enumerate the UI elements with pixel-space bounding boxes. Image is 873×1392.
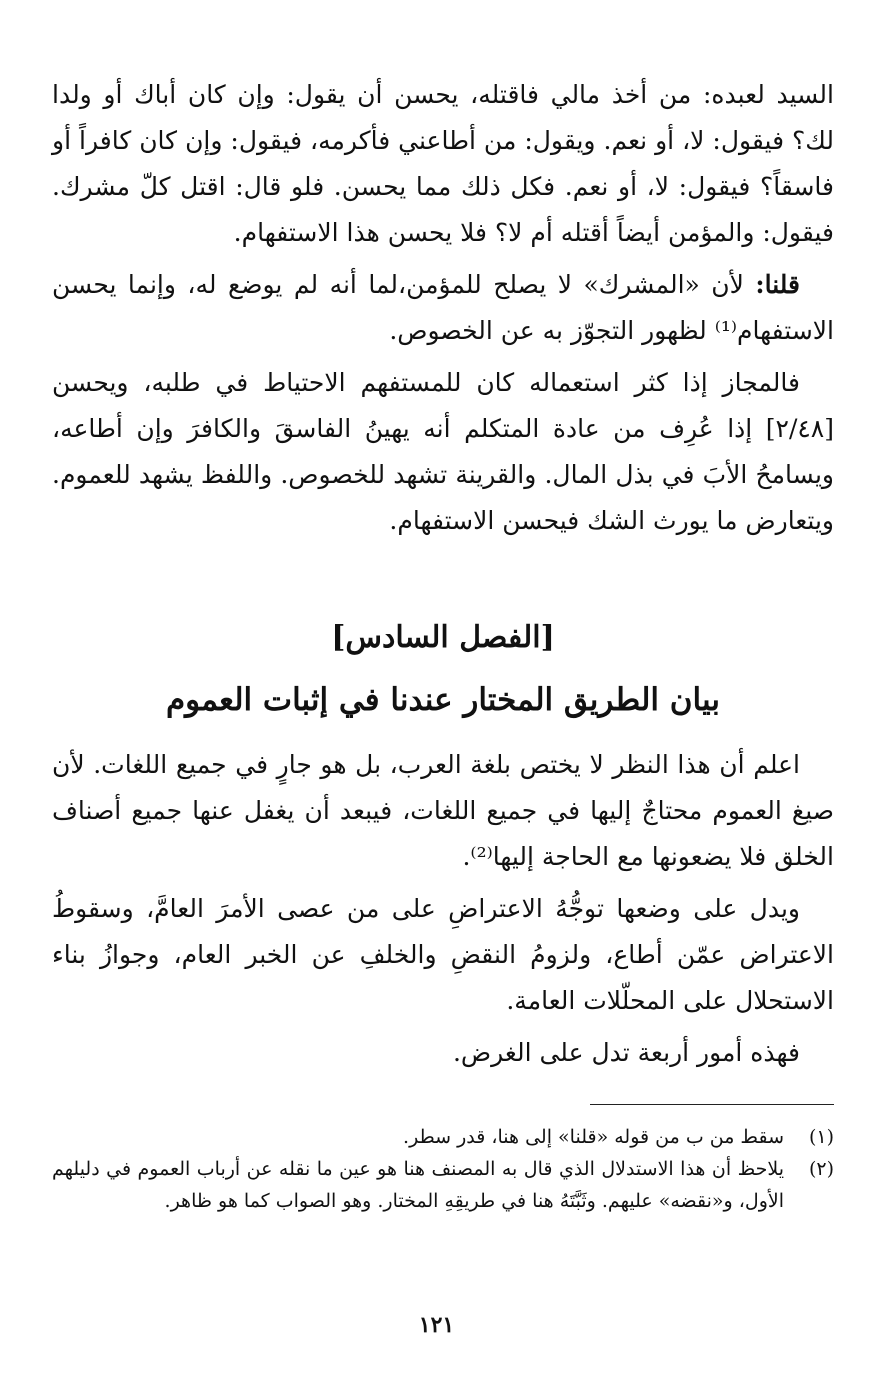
spacer (52, 544, 834, 610)
section-heading: بيان الطريق المختار عندنا في إثبات العموم (165, 682, 720, 718)
paragraph-2 (52, 262, 834, 354)
footnote-2 (52, 1153, 834, 1217)
paragraph-1: السيد لعبده: من أخذ مالي فاقتله، يحسن أن يقول: وإن كان أباك أو ولدا لك؟ فيقول: لا، أو نعم. ويقول: من أطاعني فأكرمه، فيقول: وإن كان كافراً أو فاسقاً؟ فيقول: لا، أو نعم. فكل ذلك مما يحسن. فلو قال: اقتل كلّ مشرك. فيقول: والمؤمن أيضاً أقتله أم لا؟ فلا يحسن هذا الاستفهام. (52, 80, 834, 247)
footnote-text: يلاحظ أن هذا الاستدلال الذي قال به المصنف هنا هو عين ما نقله عن أرباب العموم في دليلهم الأول، و«نقضه» عليهم. وثَبَّتَهُ هنا في طريقِهِ المختار. وهو الصواب كما هو ظاهر. (52, 1158, 784, 1212)
paragraph-5: ويدل على وضعها توجُّهُ الاعتراضِ على من عصى الأمرَ العامَّ، وسقوطُ الاعتراض عمّن أطاع، ولزومُ النقضِ والخلفِ عن الخبر العام، وجوازُ بناء الاستحلال على المحلّلات العامة. (52, 894, 834, 1015)
page-body (52, 72, 834, 1076)
chapter-title: [الفصل السادس] (331, 620, 555, 655)
footnote-separator (590, 1104, 834, 1105)
footnote-number: (٢) (808, 1158, 834, 1180)
footnote-number: (١) (808, 1126, 834, 1148)
footnotes (52, 1104, 834, 1217)
paragraph-6: فهذه أمور أربعة تدل على الغرض. (452, 1038, 800, 1067)
page-number: ١٢١ (418, 1312, 455, 1338)
paragraph-4: اعلم أن هذا النظر لا يختص بلغة العرب، بل هو جارٍ في جميع اللغات. لأن صيغ العموم محتاجٌ إليها في جميع اللغات، فيبعد أن يغفل عنها جميع أصناف الخلق فلا يضعونها مع الحاجة إليها⁽²⁾. (52, 750, 834, 871)
paragraph-2-text: لأن «المشرك» لا يصلح للمؤمن،لما أنه لم يوضع له، وإنما يحسن الاستفهام⁽¹⁾ لظهور التجوّز به عن الخصوص. (52, 270, 834, 345)
footnote-1 (52, 1121, 834, 1153)
paragraph-3: فالمجاز إذا كثر استعماله كان للمستفهم الاحتياط في طلبه، ويحسن [٢/٤٨] إذا عُرِف من عادة المتكلم أنه يهينُ الفاسقَ والكافرَ وإن أطاعه، ويسامحُ الأبَ في بذل المال. والقرينة تشهد للخصوص. واللفظ يشهد للعموم. ويتعارض ما يورث الشك فيحسن الاستفهام. (52, 368, 834, 535)
footnote-text: سقط من ب من قوله «قلنا» إلى هنا، قدر سطر. (403, 1126, 784, 1148)
qulna-label: قلنا: (755, 270, 800, 299)
